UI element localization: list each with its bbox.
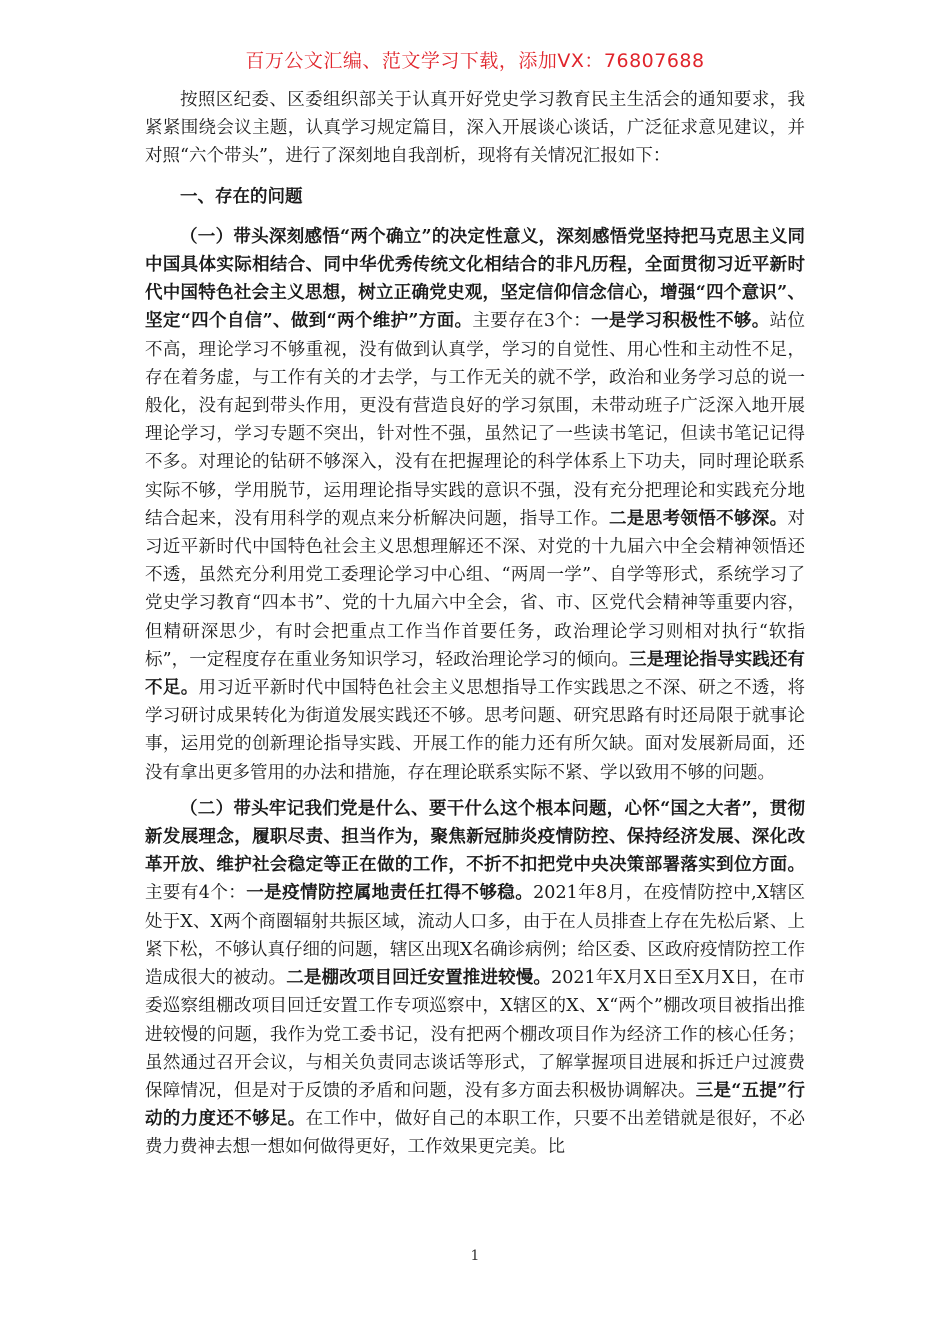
section-2-point-1-title: 一是疫情防控属地责任扛得不够稳。 — [246, 883, 534, 904]
heading-problems: 一、存在的问题 — [180, 186, 303, 207]
section-2-paragraph — [145, 795, 805, 1162]
intro-paragraph: 按照区纪委、区委组织部关于认真开好党史学习教育民主生活会的通知要求，我紧紧围绕会议主题，认真学习规定篇目，深入开展谈心谈话，广泛征求意见建议，并对照“六个带头”，进行了深刻地自我剖析，现将有关情况汇报如下： — [145, 90, 805, 167]
section-1-point-1-text: 站位不高，理论学习不够重视，没有做到认真学，学习的自觉性、用心性和主动性不足，存在着务虚，与工作有关的才去学，与工作无关的就不学，政治和业务学习总的说一般化，没有起到带头作用，更没有营造良好的学习氛围，未带动班子广泛深入地开展理论学习，学习专题不突出，针对性不强，虽然记了一些读书笔记，但读书笔记记得不多。对理论的钻研不够深入，没有在把握理论的科学体系上下功夫，同时理论联系实际不够，学用脱节，运用理论指导实践的意识不强，没有充分把理论和实践充分地结合起来，没有用科学的观点来分析解决问题，指导工作。 — [145, 311, 805, 529]
section-1-paragraph — [145, 223, 805, 787]
section-2-point-2-text: 2021年X月X日至X月X日，在市委巡察组棚改项目回迁安置工作专项巡察中，X辖区的X、X“两个”棚改项目被指出推进较慢的问题，我作为党工委书记，没有把两个棚改项目作为经济工作的核心任务；虽然通过召开会议，与相关负责同志谈话等形式，了解掌握项目进展和拆迁户过渡费保障情况，但是对于反馈的矛盾和问题，没有多方面去积极协调解决。 — [145, 968, 805, 1101]
header-banner: 百万公文汇编、范文学习下载，添加VX：76807688 — [245, 50, 705, 72]
section-1-count: 主要存在3个： — [472, 311, 592, 332]
section-2-count: 主要有4个： — [145, 883, 247, 904]
section-2-point-3-title: 三是“五提”行动的力度还不够足。 — [145, 1080, 805, 1130]
section-1-title: （一）带头深刻感悟“两个确立”的决定性意义，深刻感悟党坚持把马克思主义同中国具体实际相结合、同中华优秀传统文化相结合的非凡历程，全面贯彻习近平新时代中国特色社会主义思想，树立正确党史观，坚定信仰信念信心，增强“四个意识”、坚定“四个自信”、做到“两个维护”方面。 — [145, 226, 805, 332]
section-2-point-1-text: 2021年8月，在疫情防控中,X辖区处于X、X两个商圈辐射共振区域，流动人口多，由于在人员排查上存在先松后紧、上紧下松，不够认真仔细的问题，辖区出现X名确诊病例；给区委、区政府疫情防控工作造成很大的被动。 — [145, 883, 805, 989]
section-1-point-1-title: 一是学习积极性不够。 — [591, 311, 770, 332]
section-1-point-3-text: 用习近平新时代中国特色社会主义思想指导工作实践思之不深、研之不透，将学习研讨成果转化为街道发展实践还不够。思考问题、研究思路有时还局限于就事论事，运用党的创新理论指导实践、开展工作的能力还有所欠缺。面对发展新局面，还没有拿出更多管用的办法和措施，存在理论联系实际不紧、学以致用不够的问题。 — [145, 678, 806, 783]
section-1-point-2-title: 二是思考领悟不够深。 — [609, 508, 788, 529]
section-2-point-2-title: 二是棚改项目回迁安置推进较慢。 — [286, 968, 552, 989]
document-body — [145, 86, 805, 1162]
section-1-point-3-title: 三是理论指导实践还有不足。 — [145, 649, 806, 699]
section-1-point-2-text: 对习近平新时代中国特色社会主义思想理解还不深、对党的十九届六中全会精神领悟还不透，虽然充分利用党工委理论学习中心组、“两周一学”、自学等形式，系统学习了党史学习教育“四本书”、党的十九届六中全会，省、市、区党代会精神等重要内容，但精研深思少，有时会把重点工作当作首要任务，政治理论学习则相对执行“软指标”，一定程度存在重业务知识学习，轻政治理论学习的倾向。 — [145, 508, 806, 670]
section-2-point-3-text: 在工作中，做好自己的本职工作，只要不出差错就是很好，不必费力费神去想一想如何做得更好，工作效果更完美。比 — [145, 1109, 805, 1158]
section-2-title: （二）带头牢记我们党是什么、要干什么这个根本问题，心怀“国之大者”，贯彻新发展理念，履职尽责、担当作为，聚焦新冠肺炎疫情防控、保持经济发展、深化改革开放、维护社会稳定等正在做的工作，不折不扣把党中央决策部署落实到位方面。 — [145, 798, 805, 876]
page-number: 1 — [470, 1248, 480, 1264]
